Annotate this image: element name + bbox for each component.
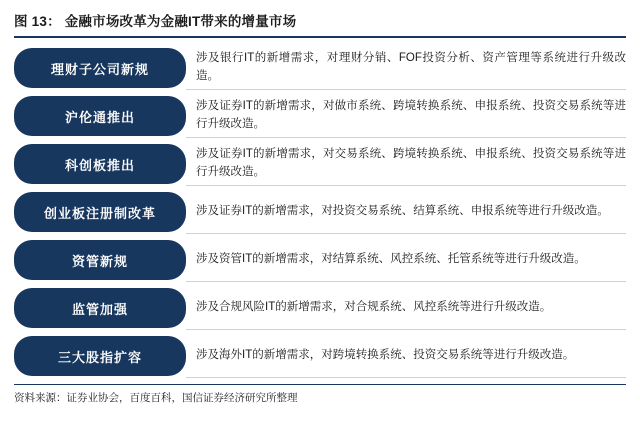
row-label-pill: 监管加强: [14, 288, 186, 328]
table-row: [14, 334, 626, 378]
row-description-cell: [186, 238, 626, 282]
row-label-cell: [14, 286, 186, 330]
table-row: [14, 142, 626, 186]
improvement-table: [14, 46, 626, 378]
row-label-cell: [14, 46, 186, 90]
row-label-pill: 科创板推出: [14, 144, 186, 184]
row-label-cell: [14, 190, 186, 234]
row-label-cell: [14, 238, 186, 282]
row-description-cell: [186, 190, 626, 234]
row-label-pill: 沪伦通推出: [14, 96, 186, 136]
row-description-cell: [186, 46, 626, 90]
figure-title-row: [0, 0, 640, 36]
table-row: [14, 190, 626, 234]
page-title: 图 13： 金融市场改革为金融IT带来的增量市场: [14, 14, 297, 29]
row-label-cell: [14, 142, 186, 186]
row-description-cell: [186, 94, 626, 138]
row-description-cell: [186, 142, 626, 186]
row-description: 涉及证券IT的新增需求，对投资交易系统、结算系统、申报系统等进行升级改造。: [196, 204, 609, 217]
row-description: 涉及资管IT的新增需求，对结算系统、风控系统、托管系统等进行升级改造。: [196, 252, 586, 265]
table-row: [14, 238, 626, 282]
row-label-pill: 资管新规: [14, 240, 186, 280]
row-description-cell: [186, 334, 626, 378]
row-label-pill: 创业板注册制改革: [14, 192, 186, 232]
row-label-cell: [14, 334, 186, 378]
row-description: 涉及证券IT的新增需求，对做市系统、跨境转换系统、申报系统、投资交易系统等进行升级改造。: [196, 100, 626, 130]
row-description: 涉及合规风险IT的新增需求，对合规系统、风控系统等进行升级改造。: [196, 300, 552, 313]
row-description: 涉及证券IT的新增需求，对交易系统、跨境转换系统、申报系统、投资交易系统等进行升级改造。: [196, 148, 626, 178]
row-description-cell: [186, 286, 626, 330]
row-label-cell: [14, 94, 186, 138]
table-row: [14, 46, 626, 90]
title-divider: [14, 36, 626, 38]
row-label-pill: 理财子公司新规: [14, 48, 186, 88]
row-label-pill: 三大股指扩容: [14, 336, 186, 376]
row-description: 涉及银行IT的新增需求，对理财分销、FOF投资分析、资产管理等系统进行升级改造。: [196, 52, 626, 82]
source-note: 资料来源：证券业协会，百度百科，国信证券经济研究所整理: [14, 392, 298, 404]
row-description: 涉及海外IT的新增需求，对跨境转换系统、投资交易系统等进行升级改造。: [196, 348, 575, 361]
table-row: [14, 94, 626, 138]
table-row: [14, 286, 626, 330]
